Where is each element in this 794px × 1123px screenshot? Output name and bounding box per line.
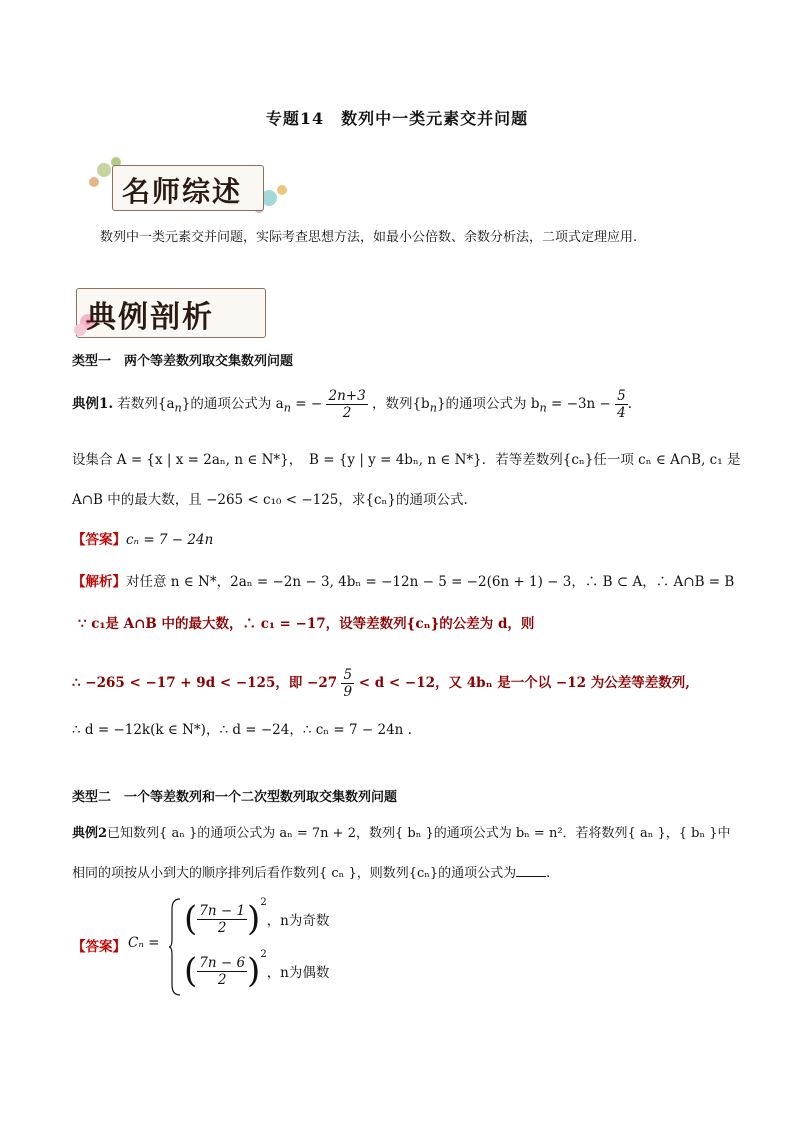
analysis-line3: ∴ −265 < −17 + 9d < −125，即 −27 $\frac{5}{9}$ < d < −12，又 4bₙ 是一个以 −12 为公差等差数列, xyxy=(72,667,690,700)
fraction: $\frac{2n+3}{2}$ xyxy=(328,388,366,421)
analysis-line2: ∵ c₁是 A∩B 中的最大数，∴ c₁ = −17，设等差数列{cₙ}的公差为 d，则 xyxy=(78,616,535,632)
page-title: 专题14 数列中一类元素交并问题 xyxy=(265,109,529,128)
analysis-line4: ∴ d = −12k(k ∈ N*)，∴ d = −24，∴ cₙ = 7 − 24n . xyxy=(72,722,412,738)
banner-title: 名师综述 xyxy=(122,175,243,208)
example2-line1: 典例2已知数列{ aₙ }的通项公式为 aₙ = 7n + 2，数列{ bₙ }的通项公式为 bₙ = n²．若将数列{ aₙ }，{ bₙ }中 xyxy=(72,826,731,841)
type1-heading: 类型一 两个等差数列取交集数列问题 xyxy=(72,354,294,369)
answer-label: 【答案】 xyxy=(72,939,126,955)
example1-line2: 设集合 A = {x | x = 2aₙ, n ∈ N*}， B = {y | y = 4bₙ, n ∈ N*}．若等差数列{cₙ}任一项 cₙ ∈ A∩B, c₁ 是 xyxy=(72,452,741,468)
answer2: 【答案】 Cₙ = ( $\frac{7n - 1}{2}$ )$^2$，n为奇数 ( $\frac{7n - 6}{2}$ )$^2$，n为偶数 xyxy=(72,895,472,1000)
example1-label: 典例1. xyxy=(72,396,114,412)
type2-heading: 类型二 一个等差数列和一个二次型数列取交集数列问题 xyxy=(72,790,398,805)
intro-paragraph: 数列中一类元素交并问题，实际考查思想方法，如最小公倍数、余数分析法，二项式定理应用. xyxy=(100,230,638,245)
example2-label: 典例2 xyxy=(72,826,108,841)
analysis-label: 【解析】 xyxy=(72,574,126,590)
fraction: $\frac{5}{4}$ xyxy=(617,388,626,421)
example1-line1: 典例1. 若数列$\{a_n\}$的通项公式为 $a_n$ = − $\frac{2n+3}{2}$ ，数列$\{b_n\}$的通项公式为 $b_n = -3n$ − $\frac{5}{4}$ . xyxy=(72,388,633,421)
section-banner-teacher-overview xyxy=(74,150,294,220)
analysis-line1: 【解析】对任意 n ∈ N*，2aₙ = −2n − 3, 4bₙ = −12n − 5 = −2(6n + 1) − 3，∴ B ⊂ A，∴ A∩B = B xyxy=(72,574,735,590)
answer-label: 【答案】 xyxy=(72,532,126,548)
banner-title: 典例剖析 xyxy=(86,300,214,335)
answer1: 【答案】cₙ = 7 − 24n xyxy=(72,532,214,548)
case1: ( $\frac{7n - 1}{2}$ )$^2$，n为奇数 xyxy=(184,897,330,939)
section-banner-examples xyxy=(70,282,280,342)
fraction: $\frac{5}{9}$ xyxy=(343,667,353,700)
example2-line2: 相同的项按从小到大的顺序排列后看作数列{ cₙ }，则数列{cₙ}的通项公式为 . xyxy=(72,866,551,881)
case2: ( $\frac{7n - 6}{2}$ )$^2$，n为偶数 xyxy=(184,949,330,991)
example1-line3: A∩B 中的最大数，且 −265 < c₁₀ < −125，求{cₙ}的通项公式. xyxy=(72,492,468,508)
left-brace-icon xyxy=(168,897,182,997)
answer-blank xyxy=(516,864,546,877)
